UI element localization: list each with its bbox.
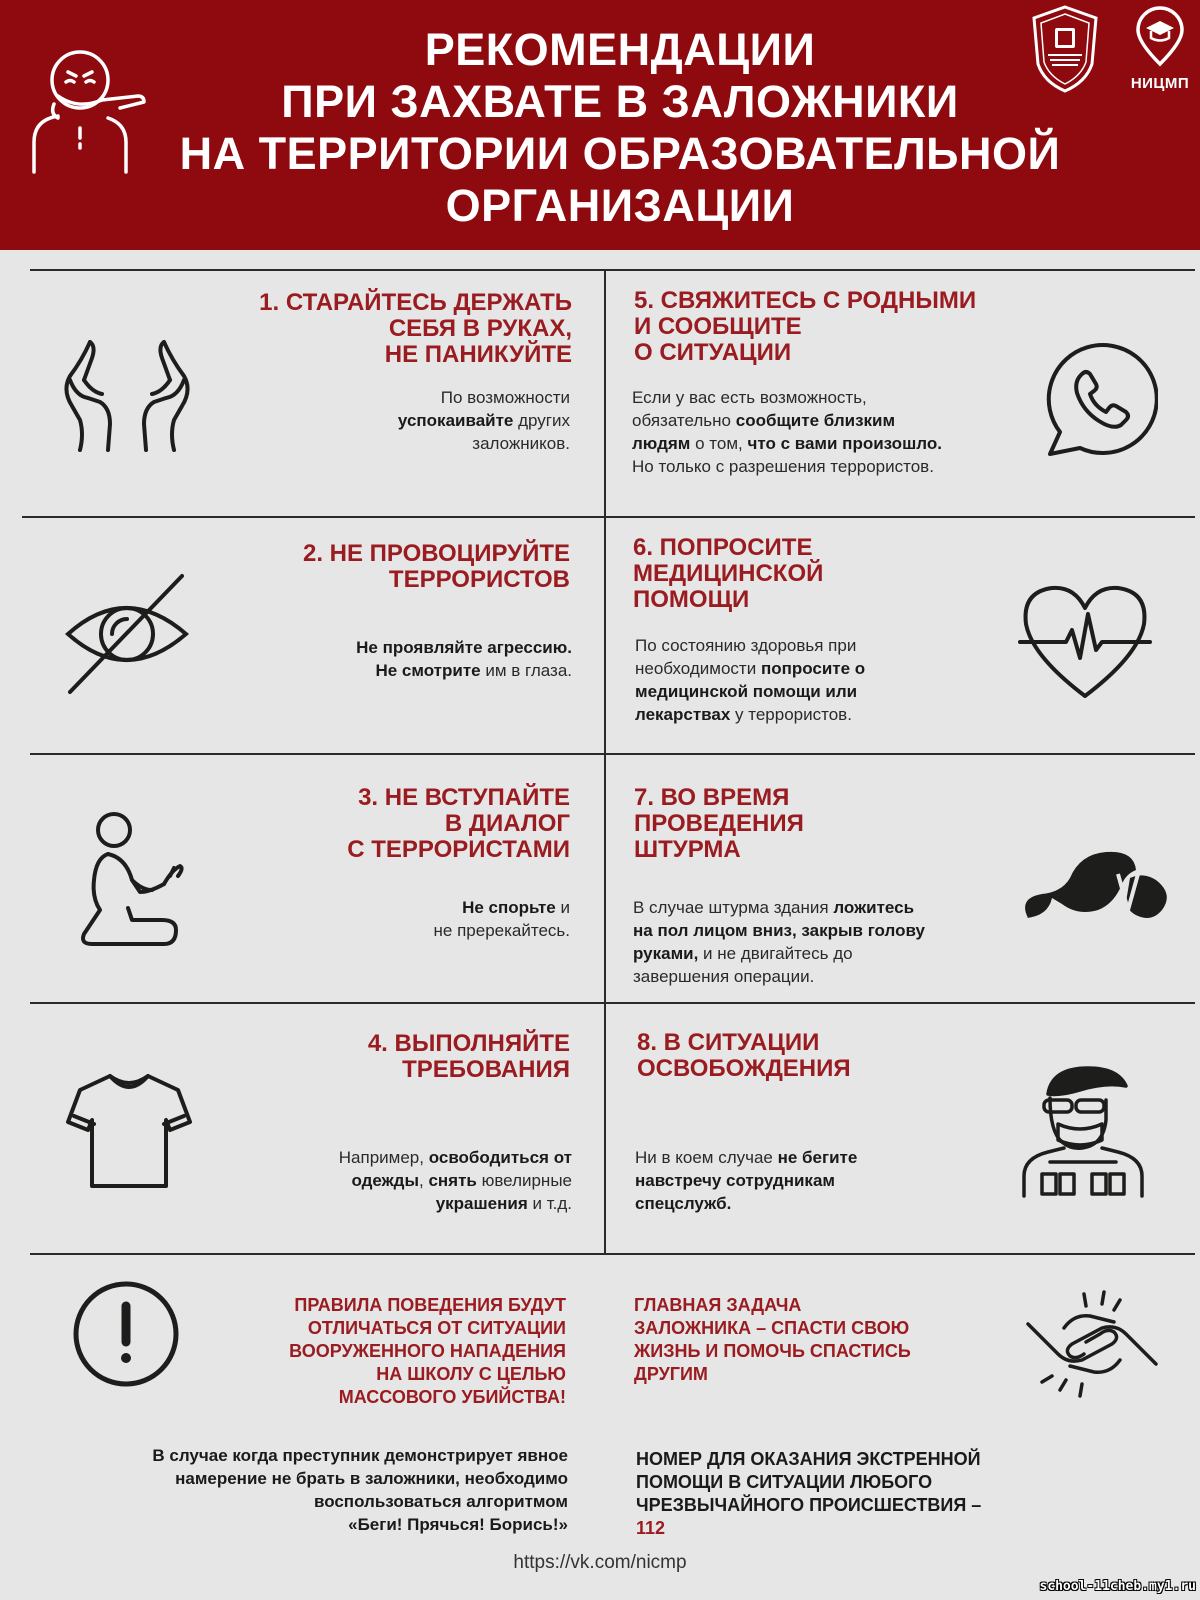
text-fragment: и не двигайтесь до xyxy=(698,944,853,963)
special-forces-soldier-icon xyxy=(1020,1064,1146,1200)
text-fragment: о том, xyxy=(690,434,748,453)
text-fragment: и xyxy=(555,898,570,917)
exclamation-circle-icon xyxy=(72,1280,180,1388)
text-fragment: на пол лицом вниз, закрыв голову xyxy=(633,921,925,940)
text-fragment: не пререкайтесь. xyxy=(433,921,570,940)
hostage-gagged-icon xyxy=(28,44,148,174)
title-line: ОРГАНИЗАЦИИ xyxy=(445,180,795,231)
title-line: С ТЕРРОРИСТАМИ xyxy=(347,836,570,863)
graduation-cap-pin-icon xyxy=(1132,6,1188,68)
main-task-line: ЗАЛОЖНИКА – СПАСТИ СВОЮ xyxy=(634,1318,910,1338)
title-line: О СИТУАЦИИ xyxy=(634,339,792,366)
title-line: 1. СТАРАЙТЕСЬ ДЕРЖАТЬ xyxy=(259,289,572,316)
main-task-line: ДРУГИМ xyxy=(634,1364,708,1384)
item-title xyxy=(150,541,570,593)
title-line: 6. ПОПРОСИТЕ xyxy=(633,534,813,561)
text-fragment: необходимости xyxy=(635,659,761,678)
text-fragment: Но только с разрешения террористов. xyxy=(632,457,934,476)
heartbeat-icon xyxy=(1018,584,1152,700)
text-fragment: что с вами произошло. xyxy=(747,434,942,453)
title-line: ПРИ ЗАХВАТЕ В ЗАЛОЖНИКИ xyxy=(281,76,959,127)
text-fragment: у террористов. xyxy=(730,705,852,724)
item-text xyxy=(635,634,1015,726)
text-fragment: По состоянию здоровья при xyxy=(635,636,857,655)
title-line: ТРЕБОВАНИЯ xyxy=(402,1056,570,1083)
text-fragment: освободиться от xyxy=(428,1148,572,1167)
item-text xyxy=(250,386,570,455)
note-line: «Беги! Прячься! Борись!» xyxy=(348,1515,568,1534)
title-line: СЕБЯ В РУКАХ, xyxy=(388,315,572,342)
warning-line: ВООРУЖЕННОГО НАПАДЕНИЯ xyxy=(289,1341,566,1361)
emergency-number-note xyxy=(636,1448,1076,1540)
warning-line: НА ШКОЛУ С ЦЕЛЬЮ xyxy=(376,1364,566,1384)
text-fragment: навстречу сотрудникам xyxy=(635,1171,835,1190)
text-fragment: одежды xyxy=(351,1171,419,1190)
divider xyxy=(30,269,1195,271)
main-task-line: ГЛАВНАЯ ЗАДАЧА xyxy=(634,1295,802,1315)
title-line: МЕДИЦИНСКОЙ xyxy=(633,560,824,587)
title-line: 3. НЕ ВСТУПАЙТЕ xyxy=(358,784,570,811)
warning-line: ПРАВИЛА ПОВЕДЕНИЯ БУДУТ xyxy=(294,1295,566,1315)
title-line: 4. ВЫПОЛНЯЙТЕ xyxy=(367,1030,570,1057)
text-fragment: Не спорьте xyxy=(462,898,556,917)
note-line xyxy=(636,1494,1076,1540)
text-fragment: руками, xyxy=(633,944,699,963)
text-fragment: сообщите близким xyxy=(735,411,896,430)
helping-hands-icon xyxy=(1024,1290,1160,1400)
item-title xyxy=(150,290,572,368)
warning-line: МАССОВОГО УБИЙСТВА! xyxy=(338,1387,566,1407)
text-fragment: людям xyxy=(632,434,691,453)
text-fragment: попросите о xyxy=(760,659,866,678)
note-text: ЧРЕЗВЫЧАЙНОГО ПРОИСШЕСТВИЯ – xyxy=(636,1495,982,1515)
title-line: В ДИАЛОГ xyxy=(444,810,570,837)
title-line: 8. В СИТУАЦИИ xyxy=(637,1029,820,1056)
text-fragment: Если у вас есть возможность, xyxy=(632,388,867,407)
item-text xyxy=(635,1146,1015,1215)
watermark: school-11cheb.my1.ru xyxy=(1039,1579,1196,1594)
emergency-number: 112 xyxy=(636,1518,666,1538)
item-text xyxy=(230,636,572,682)
title-line: И СООБЩИТЕ xyxy=(634,313,802,340)
text-fragment: медицинской помощи или xyxy=(635,682,858,701)
note-line: намерение не брать в заложники, необходимо xyxy=(175,1469,568,1488)
nicmp-logo xyxy=(1125,6,1195,92)
text-fragment: Не смотрите xyxy=(375,661,481,680)
title-line: ТЕРРОРИСТОВ xyxy=(388,566,570,593)
phone-chat-icon xyxy=(1040,340,1158,458)
logo-label: НИЦМП xyxy=(1130,75,1190,92)
note-line: НОМЕР ДЛЯ ОКАЗАНИЯ ЭКСТРЕННОЙ xyxy=(636,1449,981,1469)
column-divider xyxy=(604,269,606,1255)
main-task-text xyxy=(634,1294,994,1386)
main-task-line: ЖИЗНЬ И ПОМОЧЬ СПАСТИСЬ xyxy=(634,1341,911,1361)
item-text xyxy=(632,386,1012,478)
item-text xyxy=(250,896,570,942)
lying-face-down-icon xyxy=(1022,848,1172,922)
text-fragment: снять xyxy=(428,1171,477,1190)
run-hide-fight-note xyxy=(40,1444,568,1536)
divider xyxy=(30,1002,1195,1004)
warning-text xyxy=(220,1294,566,1409)
tshirt-icon xyxy=(66,1072,192,1192)
warning-line: ОТЛИЧАТЬСЯ ОТ СИТУАЦИИ xyxy=(307,1318,566,1338)
page-title xyxy=(150,24,1090,232)
vk-link[interactable]: https://vk.com/nicmp xyxy=(513,1552,687,1573)
item-title xyxy=(637,1030,1057,1082)
text-fragment: других xyxy=(513,411,570,430)
item-text xyxy=(633,896,1023,988)
item-title xyxy=(634,785,1054,863)
text-fragment: ложитесь xyxy=(833,898,915,917)
divider xyxy=(22,516,1195,518)
title-line: 2. НЕ ПРОВОЦИРУЙТЕ xyxy=(302,540,570,567)
divider xyxy=(30,1253,1195,1255)
text-fragment: Например, xyxy=(338,1148,429,1167)
text-fragment: обязательно xyxy=(632,411,736,430)
text-fragment: им в глаза. xyxy=(480,661,572,680)
text-fragment: завершения операции. xyxy=(633,967,815,986)
title-line: ПОМОЩИ xyxy=(633,586,750,613)
item-title xyxy=(150,1031,570,1083)
header-banner xyxy=(0,0,1200,250)
note-line: ПОМОЩИ В СИТУАЦИИ ЛЮБОГО xyxy=(636,1472,933,1492)
item-title xyxy=(150,785,570,863)
title-line: ПРОВЕДЕНИЯ xyxy=(634,810,804,837)
text-fragment: Не проявляйте агрессию. xyxy=(356,638,572,657)
note-line: В случае когда преступник демонстрирует явное xyxy=(152,1446,568,1465)
text-fragment: В случае штурма здания xyxy=(633,898,834,917)
title-line: РЕКОМЕНДАЦИИ xyxy=(424,24,816,75)
text-fragment: Ни в коем случае xyxy=(635,1148,778,1167)
text-fragment: По возможности xyxy=(440,388,570,407)
text-fragment: не бегите xyxy=(777,1148,858,1167)
item-title xyxy=(634,288,1054,366)
title-line: ШТУРМА xyxy=(634,836,741,863)
title-line: 7. ВО ВРЕМЯ xyxy=(634,784,790,811)
divider xyxy=(30,753,1195,755)
item-title xyxy=(633,535,1053,613)
text-fragment: спецслужб. xyxy=(635,1194,732,1213)
text-fragment: , xyxy=(418,1171,429,1190)
antiterror-commission-shield-icon xyxy=(1030,4,1100,94)
text-fragment: успокаивайте xyxy=(397,411,514,430)
note-line: воспользоваться алгоритмом xyxy=(313,1492,568,1511)
text-fragment: ювелирные xyxy=(476,1171,572,1190)
title-line: НЕ ПАНИКУЙТЕ xyxy=(384,341,572,368)
title-line: 5. СВЯЖИТЕСЬ С РОДНЫМИ xyxy=(634,287,977,314)
text-fragment: и т.д. xyxy=(527,1194,572,1213)
item-text xyxy=(230,1146,572,1215)
title-line: НА ТЕРРИТОРИИ ОБРАЗОВАТЕЛЬНОЙ xyxy=(179,128,1061,179)
title-line: ОСВОБОЖДЕНИЯ xyxy=(637,1055,851,1082)
text-fragment: украшения xyxy=(435,1194,528,1213)
text-fragment: заложников. xyxy=(472,434,570,453)
text-fragment: лекарствах xyxy=(635,705,731,724)
